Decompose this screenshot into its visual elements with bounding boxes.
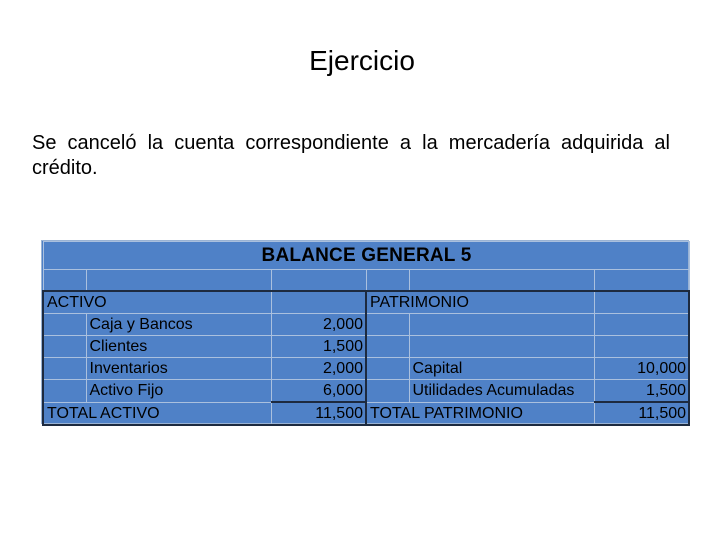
activo-item-value: 1,500 <box>271 336 366 358</box>
slide-title: Ejercicio <box>309 45 415 76</box>
total-activo-value: 11,500 <box>271 402 366 425</box>
patrimonio-header: PATRIMONIO <box>366 291 594 314</box>
patrimonio-item-value: 10,000 <box>594 358 689 380</box>
table-row <box>43 358 689 380</box>
table-row <box>43 336 689 358</box>
activo-item-label: Clientes <box>86 336 271 358</box>
activo-item-value: 2,000 <box>271 358 366 380</box>
table-row <box>43 380 689 403</box>
totals-row <box>43 402 689 425</box>
patrimonio-item-label: Capital <box>409 358 594 380</box>
activo-item-label: Activo Fijo <box>86 380 271 403</box>
balance-sheet <box>41 240 689 424</box>
total-activo-label: TOTAL ACTIVO <box>43 402 271 425</box>
table-row <box>43 314 689 336</box>
activo-item-value: 6,000 <box>271 380 366 403</box>
activo-header: ACTIVO <box>43 291 271 314</box>
balance-title-row <box>43 242 689 270</box>
balance-table <box>42 241 690 426</box>
patrimonio-item-label: Utilidades Acumuladas <box>409 380 594 403</box>
activo-item-value: 2,000 <box>271 314 366 336</box>
activo-item-label: Caja y Bancos <box>86 314 271 336</box>
balance-title: BALANCE GENERAL 5 <box>43 242 689 270</box>
total-patrimonio-value: 11,500 <box>594 402 689 425</box>
spacer-row <box>43 270 689 292</box>
patrimonio-item-value: 1,500 <box>594 380 689 403</box>
exercise-statement: Se canceló la cuenta correspondiente a la mercadería adquirida al crédito. <box>32 132 670 179</box>
activo-item-label: Inventarios <box>86 358 271 380</box>
total-patrimonio-label: TOTAL PATRIMONIO <box>366 402 594 425</box>
section-header-row <box>43 291 689 314</box>
